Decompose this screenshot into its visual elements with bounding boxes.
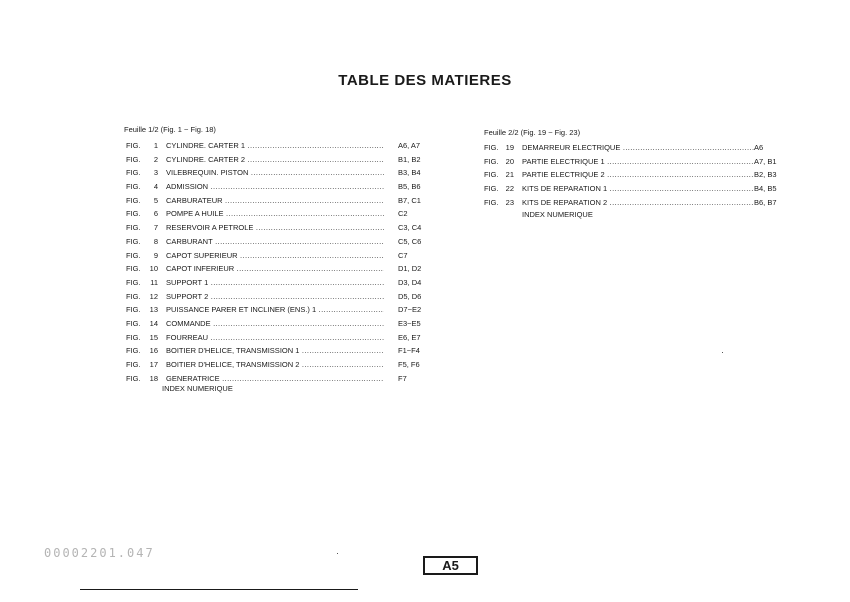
toc-fig-prefix: FIG.	[126, 168, 141, 178]
toc-fig-prefix: FIG.	[126, 154, 141, 164]
toc-fig-prefix: FIG.	[126, 305, 141, 315]
scan-speck	[722, 352, 723, 353]
toc-entry[interactable]	[126, 331, 426, 345]
toc-page-ref: B7, C1	[398, 195, 421, 205]
toc-entry-title: CARBURANT .....	[166, 235, 384, 249]
toc-entry[interactable]	[484, 155, 794, 169]
toc-page-ref: B4, B5	[754, 184, 777, 194]
toc-entry-title: BOITIER D'HELICE, TRANSMISSION 1 .....	[166, 344, 384, 358]
toc-entry-title: CAPOT INFERIEUR .....	[166, 262, 384, 276]
page-number-box: A5	[423, 556, 478, 575]
toc-fig-number: 19	[505, 143, 514, 152]
toc-fig-number: 17	[149, 360, 158, 369]
footer-rule	[80, 589, 358, 590]
toc-entry[interactable]	[126, 290, 426, 304]
toc-page-ref: B3, B4	[398, 168, 421, 178]
toc-page-ref: B2, B3	[754, 170, 777, 180]
toc-fig-number: 11	[150, 277, 158, 287]
toc-fig-number: 20	[505, 156, 514, 166]
toc-entry-title: DEMARREUR ELECTRIQUE .....	[522, 141, 754, 155]
toc-fig-prefix: FIG.	[484, 184, 499, 194]
toc-fig-prefix: FIG.	[126, 291, 141, 301]
toc-fig-prefix: FIG.	[484, 197, 499, 207]
toc-page-ref: C5, C6	[398, 236, 422, 246]
toc-entry[interactable]	[126, 303, 426, 317]
toc-fig-prefix: FIG.	[126, 277, 141, 287]
toc-fig-number: 14	[149, 318, 158, 328]
toc-entry-title: PARTIE ELECTRIQUE 1 .....	[522, 155, 754, 169]
toc-entry[interactable]	[126, 194, 426, 208]
toc-fig-prefix: FIG.	[126, 250, 141, 260]
toc-entry-title: FOURREAU .....	[166, 331, 384, 345]
toc-page-ref: D3, D4	[398, 277, 422, 287]
toc-entry-title: CYLINDRE. CARTER 2 .....	[166, 153, 384, 167]
sheet-label-left: Feuille 1/2 (Fig. 1 ~ Fig. 18)	[124, 125, 216, 134]
toc-entry[interactable]	[126, 235, 426, 249]
toc-right	[484, 141, 794, 209]
toc-fig-prefix: FIG.	[126, 332, 141, 342]
toc-entry[interactable]	[126, 221, 426, 235]
toc-entry[interactable]	[484, 196, 794, 210]
toc-fig-number: 9	[153, 250, 158, 260]
toc-fig-number: 3	[153, 168, 158, 178]
toc-fig-number: 7	[153, 223, 158, 233]
toc-fig-prefix: FIG.	[126, 236, 141, 246]
toc-entry-title: KITS DE REPARATION 1 .....	[522, 182, 754, 196]
toc-fig-prefix: FIG.	[484, 156, 499, 166]
toc-left	[126, 139, 426, 385]
toc-fig-number: 23	[505, 197, 514, 207]
toc-entry-title: VILEBREQUIN. PISTON .....	[166, 166, 384, 180]
toc-fig-prefix: FIG.	[126, 346, 141, 356]
toc-entry[interactable]	[126, 207, 426, 221]
toc-fig-number: 15	[149, 332, 158, 342]
toc-entry[interactable]	[126, 317, 426, 331]
toc-entry[interactable]	[126, 262, 426, 276]
toc-fig-number: 16	[149, 346, 158, 356]
toc-fig-number: 1	[153, 141, 158, 150]
toc-entry-title: CARBURATEUR .....	[166, 194, 384, 208]
toc-page-ref: F7	[398, 373, 407, 383]
toc-page-ref: F1~F4	[398, 346, 420, 356]
toc-page-ref: C3, C4	[398, 223, 422, 233]
toc-entry[interactable]	[126, 139, 426, 153]
toc-entry-title: PARTIE ELECTRIQUE 2 .....	[522, 168, 754, 182]
toc-page-ref: B6, B7	[754, 197, 777, 207]
sheet-label-right: Feuille 2/2 (Fig. 19 ~ Fig. 23)	[484, 128, 581, 137]
toc-entry[interactable]	[126, 249, 426, 263]
toc-entry[interactable]	[126, 358, 426, 372]
page-title: TABLE DES MATIERES	[338, 72, 512, 89]
toc-fig-number: 5	[153, 195, 158, 205]
toc-page-ref: D1, D2	[398, 264, 422, 274]
toc-entry[interactable]	[126, 153, 426, 167]
toc-page-ref: A6, A7	[398, 141, 421, 150]
toc-fig-number: 6	[153, 209, 158, 219]
toc-page-ref: C7	[398, 250, 408, 260]
toc-fig-number: 22	[505, 184, 514, 194]
toc-page-ref: C2	[398, 209, 408, 219]
toc-entry-title: SUPPORT 2 .....	[166, 290, 384, 304]
toc-page-ref: B5, B6	[398, 182, 421, 192]
toc-page-ref: A7, B1	[754, 156, 777, 166]
toc-page-ref: F5, F6	[398, 360, 420, 369]
toc-fig-number: 10	[149, 264, 158, 274]
toc-fig-number: 21	[505, 170, 514, 180]
toc-entry[interactable]	[126, 180, 426, 194]
toc-entry[interactable]	[126, 276, 426, 290]
toc-page-ref: D7~E2	[398, 305, 422, 315]
toc-fig-prefix: FIG.	[126, 195, 141, 205]
toc-entry[interactable]	[126, 166, 426, 180]
toc-entry-title: SUPPORT 1 .....	[166, 276, 384, 290]
toc-fig-number: 18	[149, 373, 158, 383]
toc-entry-title: CYLINDRE. CARTER 1 .....	[166, 139, 384, 153]
toc-entry-title: PUISSANCE PARER ET INCLINER (ENS.) 1 .....	[166, 303, 384, 317]
index-numerique-left[interactable]: INDEX NUMERIQUE	[162, 384, 233, 393]
toc-entry-title: POMPE A HUILE .....	[166, 207, 384, 221]
toc-entry-title: ADMISSION .....	[166, 180, 384, 194]
toc-fig-prefix: FIG.	[126, 373, 141, 383]
toc-entry-title: BOITIER D'HELICE, TRANSMISSION 2 .....	[166, 358, 384, 372]
toc-entry[interactable]	[484, 168, 794, 182]
toc-entry-title: COMMANDE .....	[166, 317, 384, 331]
toc-page-ref: B1, B2	[398, 154, 421, 164]
toc-fig-number: 8	[153, 236, 158, 246]
toc-fig-prefix: FIG.	[126, 182, 141, 192]
toc-fig-number: 12	[149, 291, 158, 301]
toc-entry-title: RESERVOIR A PETROLE .....	[166, 221, 384, 235]
toc-fig-prefix: FIG.	[126, 360, 141, 369]
document-number: 00002201.047	[44, 546, 155, 560]
toc-fig-prefix: FIG.	[126, 318, 141, 328]
toc-entry[interactable]	[126, 344, 426, 358]
scan-speck	[337, 553, 338, 554]
toc-entry-title: CAPOT SUPERIEUR .....	[166, 249, 384, 263]
toc-fig-prefix: FIG.	[484, 170, 499, 180]
toc-fig-prefix: FIG.	[484, 143, 499, 152]
toc-fig-number: 13	[149, 305, 158, 315]
toc-entry-title: KITS DE REPARATION 2 .....	[522, 196, 754, 210]
toc-entry[interactable]	[484, 182, 794, 196]
toc-page-ref: E6, E7	[398, 332, 421, 342]
toc-fig-prefix: FIG.	[126, 141, 141, 150]
toc-fig-number: 4	[153, 182, 158, 192]
toc-fig-prefix: FIG.	[126, 264, 141, 274]
toc-fig-prefix: FIG.	[126, 209, 141, 219]
toc-page-ref: E3~E5	[398, 318, 421, 328]
toc-fig-prefix: FIG.	[126, 223, 141, 233]
toc-entry[interactable]	[484, 141, 794, 155]
toc-entry-title: GENERATRICE .....	[166, 372, 384, 386]
toc-page-ref: D5, D6	[398, 291, 422, 301]
index-numerique-right[interactable]: INDEX NUMERIQUE	[522, 210, 593, 219]
toc-fig-number: 2	[153, 154, 158, 164]
toc-page-ref: A6	[754, 143, 764, 152]
